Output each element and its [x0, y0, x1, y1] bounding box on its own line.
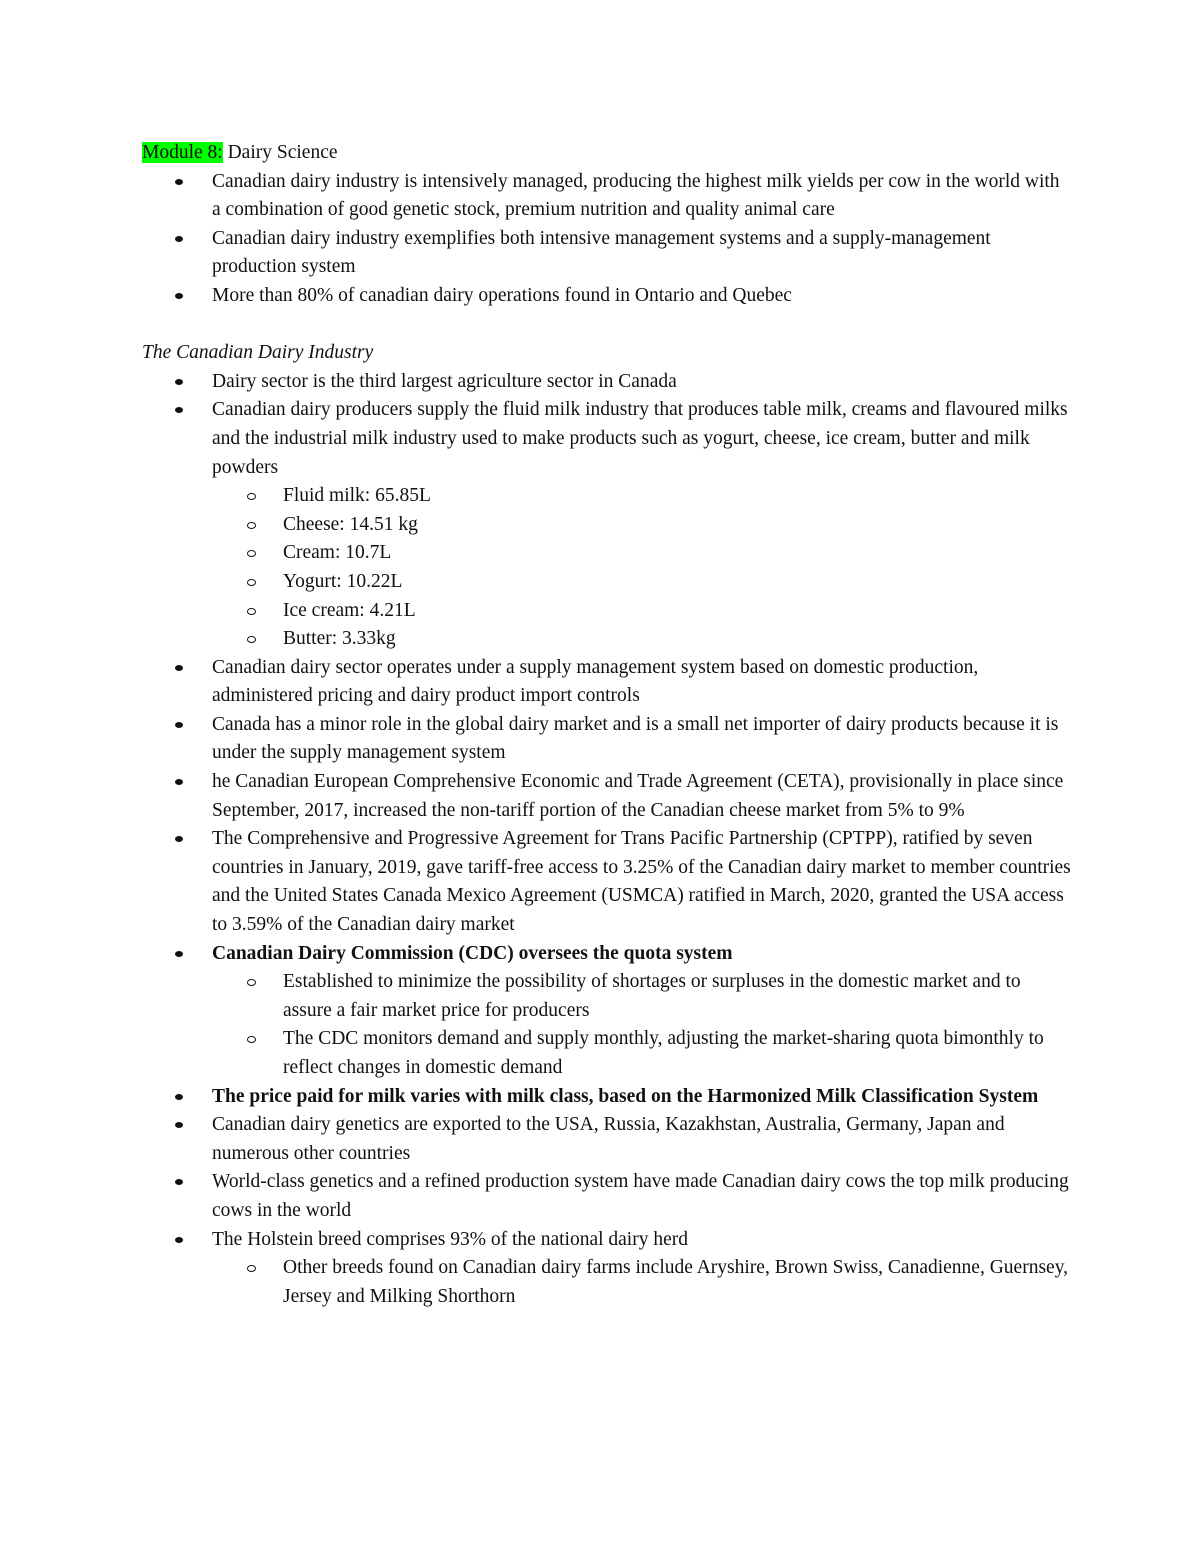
- sublist-item: Yogurt: 10.22L: [142, 568, 1072, 597]
- module-bullet-list: [142, 168, 1072, 311]
- list-item: Canada has a minor role in the global dairy market and is a small net importer of dairy products because it is under the supply management system: [142, 711, 1072, 768]
- sublist-item: The CDC monitors demand and supply monthly, adjusting the market-sharing quota bimonthly to reflect changes in domestic demand: [142, 1025, 1072, 1082]
- section-title: The Canadian Dairy Industry: [142, 342, 374, 364]
- list-item: Canadian dairy industry is intensively managed, producing the highest milk yields per cow in the world with a combination of good genetic stock, premium nutrition and quality animal care: [142, 168, 1072, 225]
- module-title: Dairy Science: [227, 142, 338, 163]
- list-item: The price paid for milk varies with milk class, based on the Harmonized Milk Classification System: [142, 1083, 1072, 1112]
- list-item-text: Canadian dairy producers supply the fluid milk industry that produces table milk, creams and flavoured milks and the industrial milk industry used to make products such as yogurt, cheese, ice cream, butter and milk powders: [212, 399, 1068, 478]
- module-heading: [142, 139, 1072, 168]
- list-item: Dairy sector is the third largest agriculture sector in Canada: [142, 368, 1072, 397]
- list-item: [142, 1226, 1072, 1312]
- list-item: The Comprehensive and Progressive Agreement for Trans Pacific Partnership (CPTPP), ratified by seven countries in January, 2019, gave tariff-free access to 3.25% of the Canadian dairy market to member countries and the United States Canada Mexico Agreement (USMCA) ratified in March, 2020, granted the USA access to 3.59% of the Canadian dairy market: [142, 825, 1072, 939]
- consumption-sublist: [142, 482, 1072, 654]
- list-item: World-class genetics and a refined production system have made Canadian dairy cows the top milk producing cows in the world: [142, 1168, 1072, 1225]
- sublist-item: Fluid milk: 65.85L: [142, 482, 1072, 511]
- section-bullet-list: [142, 368, 1072, 1312]
- sublist-item: Other breeds found on Canadian dairy farms include Aryshire, Brown Swiss, Canadienne, Guernsey, Jersey and Milking Shorthorn: [142, 1254, 1072, 1311]
- list-item: Canadian dairy genetics are exported to the USA, Russia, Kazakhstan, Australia, Germany, Japan and numerous other countries: [142, 1111, 1072, 1168]
- holstein-sublist: [142, 1254, 1072, 1311]
- cdc-sublist: [142, 968, 1072, 1082]
- list-item: Canadian dairy sector operates under a supply management system based on domestic production, administered pricing and dairy product import controls: [142, 654, 1072, 711]
- list-item: Canadian dairy industry exemplifies both intensive management systems and a supply-management production system: [142, 225, 1072, 282]
- list-item: [142, 940, 1072, 1083]
- sublist-item: Butter: 3.33kg: [142, 625, 1072, 654]
- sublist-item: Cream: 10.7L: [142, 539, 1072, 568]
- list-item: he Canadian European Comprehensive Economic and Trade Agreement (CETA), provisionally in place since September, 2017, increased the non-tariff portion of the Canadian cheese market from 5% to 9%: [142, 768, 1072, 825]
- sublist-item: Cheese: 14.51 kg: [142, 511, 1072, 540]
- module-label: Module 8:: [142, 142, 223, 163]
- list-item: [142, 396, 1072, 653]
- sublist-item: Established to minimize the possibility of shortages or surpluses in the domestic market and to assure a fair market price for producers: [142, 968, 1072, 1025]
- list-item-text-bold: Canadian Dairy Commission (CDC) oversees the quota system: [212, 942, 733, 964]
- document-page: [142, 139, 1072, 1311]
- sublist-item: Ice cream: 4.21L: [142, 597, 1072, 626]
- list-item-text: The Holstein breed comprises 93% of the national dairy herd: [212, 1228, 688, 1250]
- list-item: More than 80% of canadian dairy operations found in Ontario and Quebec: [142, 282, 1072, 311]
